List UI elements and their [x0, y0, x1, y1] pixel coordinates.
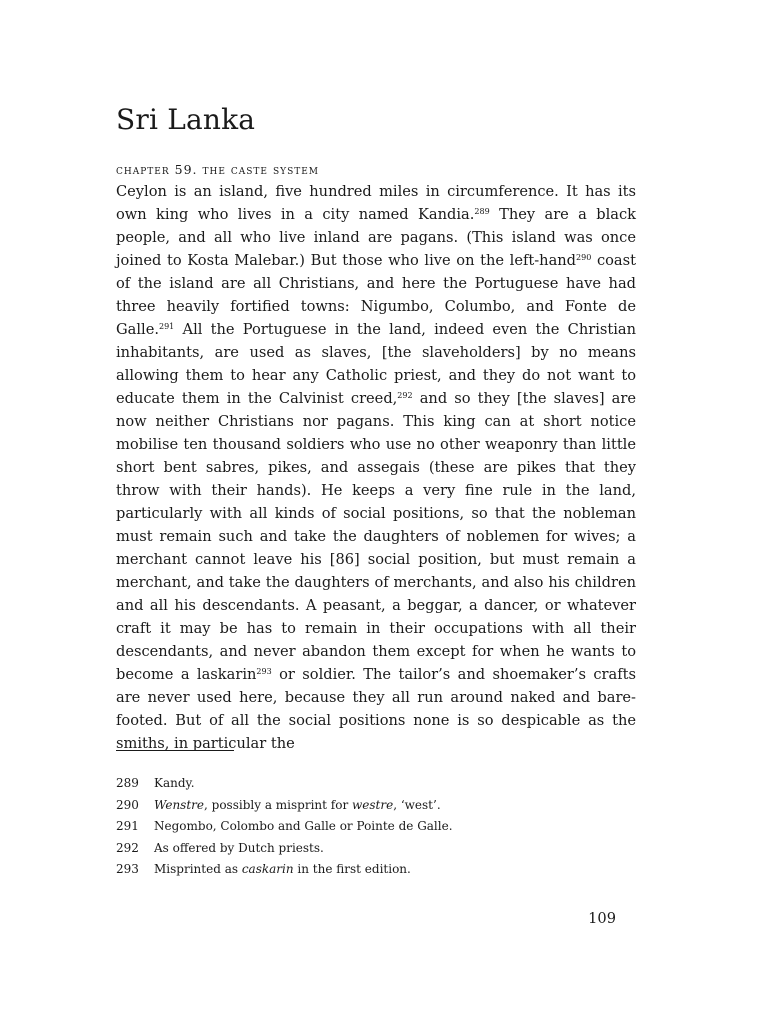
- footnote-number: 293: [116, 862, 139, 876]
- text-run: or soldier. The tailor’s and shoemaker’s crafts are never used here, because they all run around naked and bare-footed. But of all the social positions none is so despicable as the smiths, in particular the: [116, 666, 636, 752]
- footnote-text: [154, 795, 441, 817]
- footnote-text: [154, 816, 453, 838]
- footnote-reference: 289: [474, 207, 490, 217]
- text-run: Negombo, Colombo and Galle or Pointe de Galle.: [154, 819, 453, 833]
- footnote-text: [154, 838, 324, 860]
- footnote-number: 290: [116, 797, 139, 812]
- text-run: coast of the island are all Christians, and here the Portuguese have had three heavily fortified towns: Nigumbo, Columbo, and Fonte de Galle.: [116, 252, 636, 338]
- footnote-separator: [116, 750, 234, 751]
- footnote-reference: 290: [576, 253, 592, 263]
- text-run: They are a black people, and all who live inland are pagans. (This island was once joined to Kosta Malebar.) But those who live on the left-hand: [116, 206, 636, 269]
- text-run: , possibly a misprint for: [204, 797, 352, 812]
- footnote-text: [154, 859, 411, 881]
- text-run: Ceylon is an island, five hundred miles in circumference. It has its own king who lives in a city named Kandia.: [116, 183, 636, 223]
- italic-text-run: Wenstre: [154, 797, 205, 812]
- footnote: [116, 859, 636, 881]
- text-run: and so they [the slaves] are now neither Christians nor pagans. This king can at short notice mobilise ten thousand soldiers who use no other weaponry than little short bent sabres, pikes, and assegais (these are pikes that they throw with their hands). He keeps a very fine rule in the land, particularly with all kinds of social positions, so that the nobleman must remain such and take the daughters of noblemen for wives; a merchant cannot leave his [86] social position, but must remain a merchant, and take the daughters of merchants, and also his children and all his descendants. A peasant, a beggar, a dancer, or whatever craft it may be has to remain in their occupations with all their descendants, and never abandon them except for when he wants to become a laskarin: [116, 390, 636, 683]
- footnote-number: 292: [116, 840, 139, 855]
- footnote-reference: 292: [397, 391, 413, 401]
- italic-text-run: caskarin: [241, 862, 294, 876]
- footnote-number: 291: [116, 819, 139, 833]
- text-run: in the first edition.: [293, 862, 411, 876]
- body-paragraph: [116, 180, 636, 755]
- footnote-reference: 291: [158, 322, 175, 332]
- text-run: , ‘west’.: [393, 797, 441, 812]
- footnote: [116, 816, 636, 838]
- page-number: 109: [588, 910, 616, 927]
- text-run: Kandy.: [154, 776, 195, 790]
- text-run: All the Portuguese in the land, indeed even the Christian inhabitants, are used as slaves, [the slaveholders] by no means allowing them to hear any Catholic priest, and they do not want to educate them in the Calvinist creed,: [116, 321, 636, 407]
- footnote: [116, 838, 636, 860]
- footnote-reference: 293: [256, 667, 272, 677]
- italic-text-run: westre: [352, 797, 394, 812]
- footnote-number: 289: [116, 776, 139, 790]
- footnote-text: [154, 773, 195, 795]
- text-run: Misprinted as: [154, 862, 242, 876]
- footnote: [116, 795, 636, 817]
- chapter-heading: chapter 59. the caste system: [116, 162, 320, 177]
- footnote: [116, 773, 636, 795]
- text-run: As offered by Dutch priests.: [154, 840, 324, 855]
- footnotes-list: [116, 773, 636, 881]
- page-title: Sri Lanka: [116, 103, 256, 136]
